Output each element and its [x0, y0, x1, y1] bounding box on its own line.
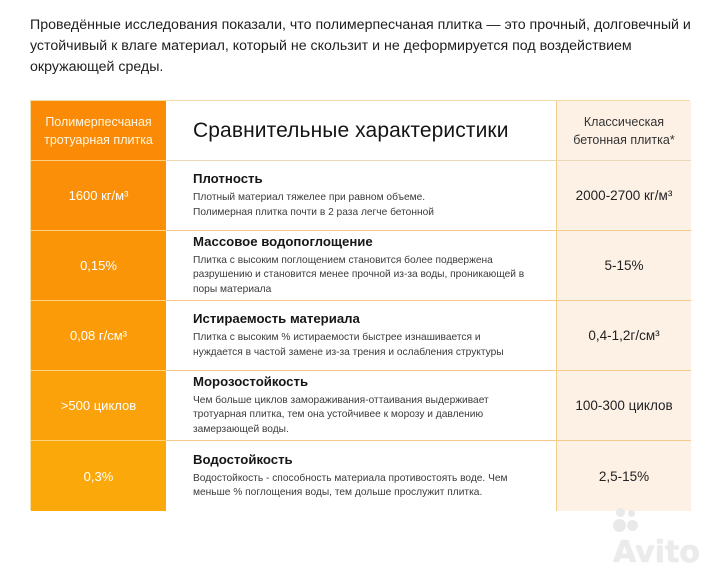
avito-watermark: [613, 500, 720, 570]
comparison-table: [30, 100, 690, 510]
concrete-value-frost-resistance: 100-300 циклов: [556, 371, 691, 441]
header-title-cell: [166, 101, 556, 161]
characteristic-title: Истираемость материала: [193, 311, 360, 326]
characteristic-water-resistance: [166, 441, 556, 511]
polymer-value-density: 1600 кг/м³: [31, 161, 166, 231]
characteristic-description: Плитка с высоким поглощением становится более подвержена разрушению и становится менее прочной из-за воды, проникающей в поры материала: [193, 254, 525, 295]
characteristic-density: [166, 161, 556, 231]
characteristic-title: Морозостойкость: [193, 373, 309, 389]
characteristic-title: Водостойкость: [193, 451, 293, 467]
characteristic-description: Плитка с высоким % истираемости быстрее изнашивается и нуждается в частой замене из-за трения и ослабления структуры: [193, 332, 504, 358]
header-polymer-tile: Полимерпесчаная тротуарная плитка: [31, 101, 166, 161]
polymer-value-abrasion: 0,08 г/см³: [31, 301, 166, 371]
characteristic-water-absorption: [166, 231, 556, 301]
table-title: Сравнительные характеристики: [193, 118, 509, 142]
characteristic-description: Плотный материал тяжелее при равном объеме. Полимерная плитка почти в 2 раза легче бетонной: [193, 192, 434, 218]
concrete-value-water-resistance: 2,5-15%: [556, 441, 691, 511]
concrete-value-water-absorption: 5-15%: [556, 231, 691, 301]
characteristic-frost-resistance: [166, 371, 556, 441]
polymer-value-water-resistance: 0,3%: [31, 441, 166, 511]
characteristic-abrasion: [166, 301, 556, 371]
characteristic-title: Плотность: [193, 171, 263, 186]
intro-paragraph: Проведённые исследования показали, что полимерпесчаная плитка — это прочный, долговечный и устойчивый к влаге материал, который не скользит и не деформируется под воздействием окружающей среды.: [30, 17, 691, 75]
characteristic-description: Водостойкость - способность материала противостоять воде. Чем меньше % поглощения воды, тем дольше прослужит плитка.: [193, 472, 508, 498]
characteristic-description: Чем больше циклов замораживания-оттаивания выдерживает тротуарная плитка, тем она устойчивее к морозу и давлению замерзающей воды.: [193, 394, 489, 435]
header-concrete-tile: Классическая бетонная плитка*: [556, 101, 691, 161]
concrete-value-density: 2000-2700 кг/м³: [556, 161, 691, 231]
polymer-value-water-absorption: 0,15%: [31, 231, 166, 301]
avito-logo-icon: [613, 505, 641, 533]
avito-watermark-text: Avito: [613, 535, 700, 570]
concrete-value-abrasion: 0,4-1,2г/см³: [556, 301, 691, 371]
polymer-value-frost-resistance: >500 циклов: [31, 371, 166, 441]
characteristic-title: Массовое водопоглощение: [193, 233, 373, 249]
